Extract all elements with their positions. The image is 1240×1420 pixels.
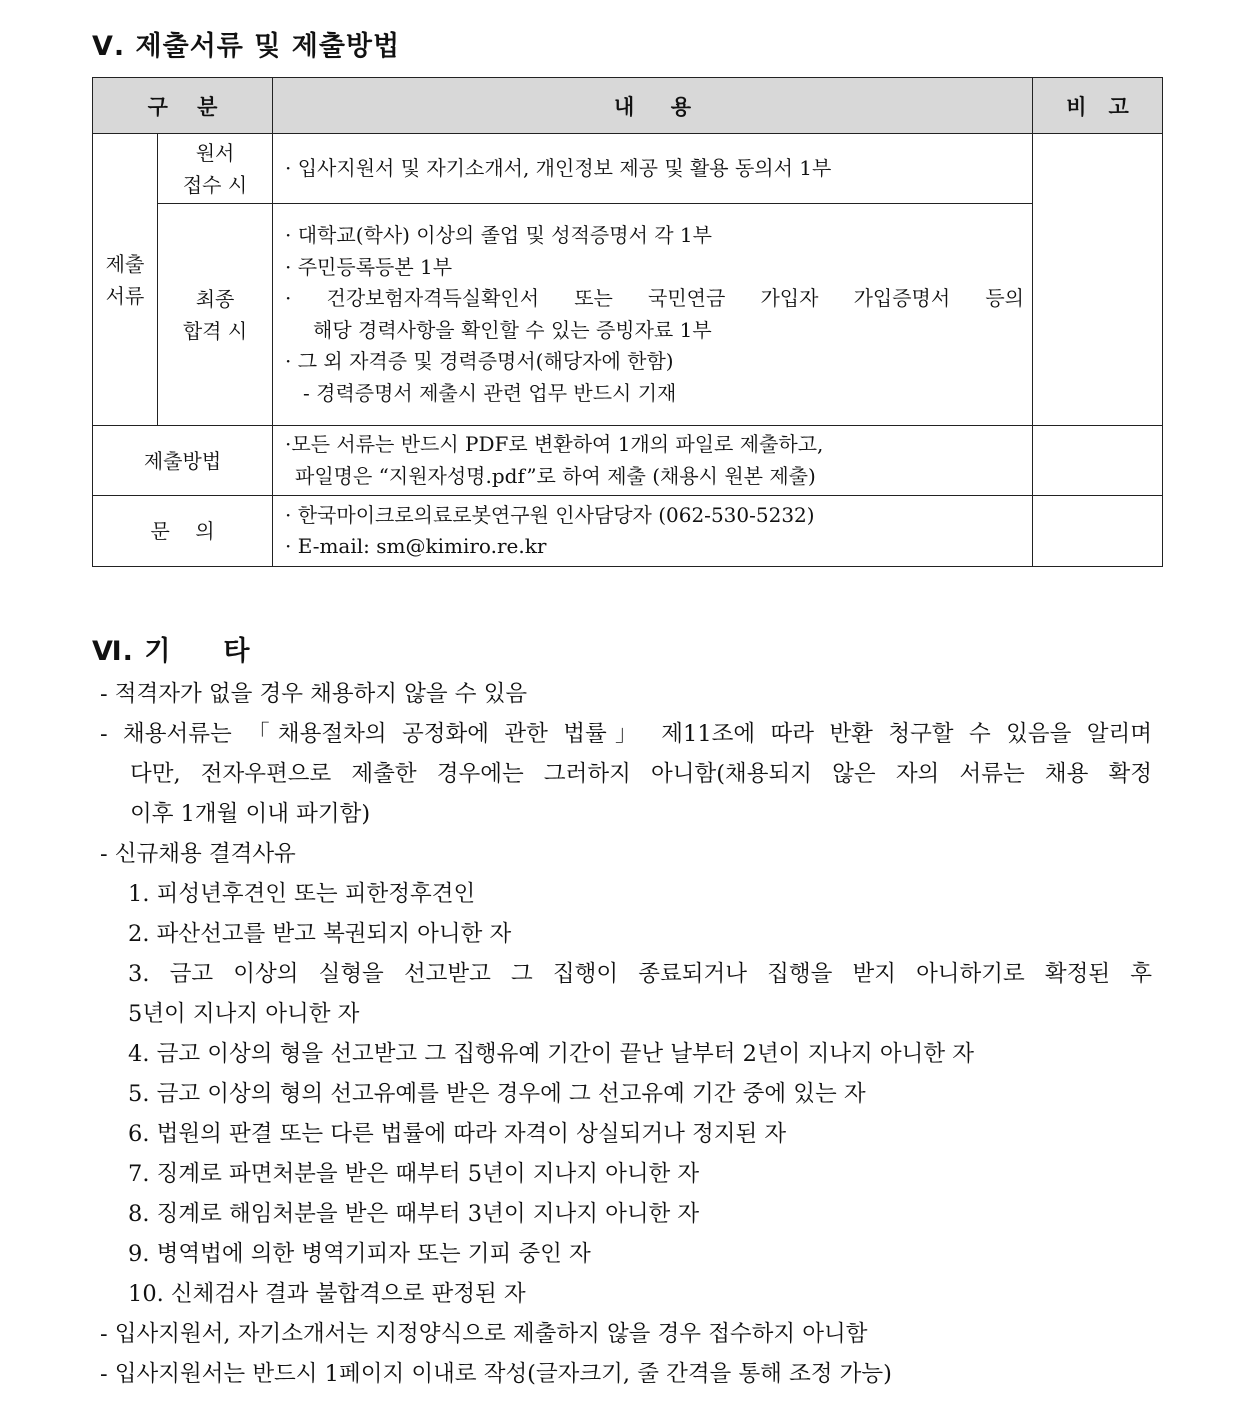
table-row (93, 204, 1163, 426)
method-label: 제출방법 (93, 426, 273, 496)
header-content: 내 용 (273, 78, 1033, 134)
disqualification-item: 6. 법원의 판결 또는 다른 법률에 따라 자격이 상실되거나 정지된 자 (128, 1121, 787, 1147)
final-pass-label: 최종 합격 시 (158, 204, 273, 426)
note-cell (1033, 426, 1163, 496)
list-item: - 입사지원서는 반드시 1페이지 이내로 작성(글자크기, 줄 간격을 통해 조정 가능) (100, 1361, 892, 1387)
disqualification-item: 2. 파산선고를 받고 복권되지 아니한 자 (128, 921, 512, 947)
disqualification-item: 4. 금고 이상의 형을 선고받고 그 집행유예 기간이 끝난 날부터 2년이 지나지 아니한 자 (128, 1041, 975, 1067)
note-cell (1033, 496, 1163, 567)
disqualification-item: 8. 징계로 해임처분을 받은 때부터 3년이 지나지 아니한 자 (128, 1201, 700, 1227)
disqualification-item: 9. 병역법에 의한 병역기피자 또는 기피 중인 자 (128, 1241, 591, 1267)
table-row (93, 134, 1163, 204)
disqualification-item-continuation: 5년이 지나지 아니한 자 (128, 1001, 360, 1027)
table-header-row (93, 78, 1163, 134)
section-6-title: Ⅵ. 기 타 (92, 636, 251, 667)
content-line: · 건강보험자격득실확인서 또는 국민연금 가입자 가입증명서 등의 (285, 286, 1025, 310)
content-line: 파일명은 “지원자성명.pdf”로 하여 제출 (채용시 원본 제출) (295, 463, 816, 488)
content-line: · 그 외 자격증 및 경력증명서(해당자에 한함) (285, 349, 674, 373)
disqualification-item: 1. 피성년후견인 또는 피한정후견인 (128, 881, 476, 907)
content-line: · 주민등록등본 1부 (285, 254, 453, 279)
section-5-title: Ⅴ. 제출서류 및 제출방법 (92, 31, 401, 62)
other-notes (100, 674, 1160, 1394)
list-item-continuation: 다만, 전자우편으로 제출한 경우에는 그러하지 아니함(채용되지 않은 자의 서류는 채용 확정 (130, 761, 1152, 787)
list-item: - 신규채용 결격사유 (100, 841, 296, 867)
list-item: - 입사지원서, 자기소개서는 지정양식으로 제출하지 않을 경우 접수하지 아니함 (100, 1321, 868, 1347)
list-item: - 적격자가 없을 경우 채용하지 않을 수 있음 (100, 681, 528, 707)
inquiry-content (273, 496, 1033, 567)
disqualification-item: 3. 금고 이상의 실형을 선고받고 그 집행이 종료되거나 집행을 받지 아니하기로 확정된 후 (128, 961, 1152, 987)
note-cell (1033, 134, 1163, 426)
header-category: 구 분 (93, 78, 273, 134)
list-item: - 채용서류는 「채용절차의 공정화에 관한 법률」 제11조에 따라 반환 청구할 수 있음을 알리며 (100, 721, 1152, 747)
table-row (93, 426, 1163, 496)
documents-label: 제출 서류 (93, 134, 158, 426)
header-note: 비 고 (1033, 78, 1163, 134)
inquiry-label: 문 의 (93, 496, 273, 567)
content-line: · 한국마이크로의료로봇연구원 인사담당자 (062-530-5232) (285, 502, 815, 527)
disqualification-item: 5. 금고 이상의 형의 선고유예를 받은 경우에 그 선고유예 기간 중에 있는 자 (128, 1081, 866, 1107)
content-line: · 대학교(학사) 이상의 졸업 및 성적증명서 각 1부 (285, 223, 712, 247)
disqualification-item: 10. 신체검사 결과 불합격으로 판정된 자 (128, 1281, 526, 1307)
content-line: ·모든 서류는 반드시 PDF로 변환하여 1개의 파일로 제출하고, (285, 432, 824, 456)
content-line: - 경력증명서 제출시 관련 업무 반드시 기재 (303, 380, 677, 405)
disqualification-item: 7. 징계로 파면처분을 받은 때부터 5년이 지나지 아니한 자 (128, 1161, 700, 1187)
application-content (273, 134, 1033, 204)
content-line: 해당 경력사항을 확인할 수 있는 증빙자료 1부 (313, 317, 712, 342)
submission-table (92, 77, 1163, 567)
method-content (273, 426, 1033, 496)
table-row (93, 496, 1163, 567)
application-label: 원서 접수 시 (158, 134, 273, 204)
content-line: · 입사지원서 및 자기소개서, 개인정보 제공 및 활용 동의서 1부 (285, 155, 832, 180)
list-item-continuation: 이후 1개월 이내 파기함) (130, 801, 371, 827)
email-line: · E-mail: sm@kimiro.re.kr (285, 534, 547, 558)
final-pass-content (273, 204, 1033, 426)
